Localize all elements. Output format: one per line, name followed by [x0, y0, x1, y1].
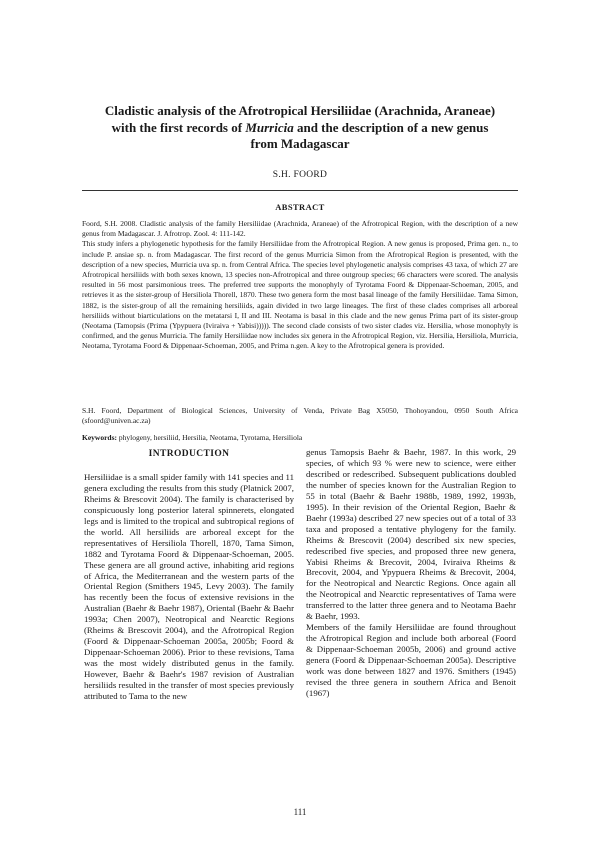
page-number: 111: [293, 807, 307, 817]
right-column-paragraph-2: Members of the family Hersiliidae are found throughout the Afrotropical Region and include both arboreal (Foord & Dippenaar-Schoeman 2005b, 2006) and ground active genera (Foord & Dippenaar-Schoeman 2005a). Descriptive work was done between 1827 and 1976. Smithers (1945) revised the three genera in southern Africa and Benoit (1967): [306, 622, 516, 698]
keywords-line: [82, 433, 518, 443]
title-line-3: from Madagascar: [250, 136, 350, 151]
title-line-2: [80, 120, 520, 137]
left-column-text: Hersiliidae is a small spider family with 141 species and 11 genera excluding the results from this study (Platnick 2007, Rheims & Brescovit 2004). The family is characterised by conspicuously long posterior lateral spinnerets, elongated legs and is limited to the tropical and subtropical regions of the world. All hersiliids are arboreal except for the representatives of Hersiliola Thorell, 1870, Tama Simon, 1882 and Tyrotama Foord & Dippenaar-Schoeman, 2005. These genera are all ground active, inhabiting arid regions of Africa, the Mediterranean and the western parts of the Oriental Region (Smithers 1945, Levy 2003). The family has recently been the focus of extensive revisions in the Australian (Baehr & Baehr 1987), Oriental (Baehr & Baehr 1993a; Chen 2007), Neotropical and Nearctic Regions (Rheims & Brescovit 2004), and the Afrotropical Region (Foord & Dippenaar-Schoeman 2005a, 2005b; Foord & Dippenaar-Schoeman 2006). Prior to these revisions, Tama was the most widely distributed genus in the family. However, Baehr & Baehr's 1987 revision of Australian hersiliids resulted in the transfer of most species previously attributed to Tama to the new: [84, 471, 294, 702]
paper-title: [80, 103, 520, 153]
introduction-heading: INTRODUCTION: [148, 449, 230, 459]
title-line-1: Cladistic analysis of the Afrotropical Hersiliidae (Arachnida, Araneae): [104, 103, 496, 118]
abstract-citation: Foord, S.H. 2008. Cladistic analysis of the family Hersiliidae (Arachnida, Araneae) of the Afrotropical Region, with the description of a new genus from Madagascar. J. Afrotrop. Zool. 4: 111-142.: [82, 219, 518, 239]
abstract-heading: ABSTRACT: [275, 202, 325, 212]
left-column: [84, 449, 294, 702]
author-affiliation: S.H. Foord, Department of Biological Sciences, University of Venda, Private Bag X5050, Thohoyandou, 0950 South Africa (sfoord@univen.ac.za): [82, 406, 518, 426]
title-divider: [82, 190, 518, 191]
right-column: [306, 447, 516, 699]
keywords-text: phylogeny, hersiliid, Hersilia, Neotama, Tyrotama, Hersiliola: [118, 433, 303, 442]
title-line-2-start: with the first records of: [111, 119, 246, 135]
title-line-2-end: and the description of a new genus: [293, 119, 489, 135]
right-column-paragraph-1: genus Tamopsis Baehr & Baehr, 1987. In this work, 29 species, of which 93 % were new to science, were either described or redescribed. Subsequent publications doubled the number of species known for the Australian Region to 55 in total (Baehr & Baehr 1988b, 1989, 1992, 1993b, 1995). In their revision of the Oriental Region, Baehr & Baehr (1993a) described 27 new species out of a total of 33 taxa and proposed a tentative phylogeny for the family. Rheims & Brescovit (2004) described six new species, redescribed five species, and proposed three new genera, Yabisi Rheims & Brecovit, 2004, Iviraiva Rheims & Brecovit, 2004, and Ypypuera Rheims & Brecovit, 2004, for the Neotropical and Nearctic Regions. Once again all the Neotropical and Nearctic representatives of Tama were transferred to the latter three genera and to Neotama Baehr & Baehr, 1993.: [306, 447, 516, 622]
title-genus-name: Murricia: [245, 119, 294, 135]
abstract-body: This study infers a phylogenetic hypothesis for the family Hersiliidae from the Afrotropical Region. A new genus is proposed, Prima gen. n., to include P. ansiae sp. n. from Madagascar. The first record of the genus Murricia Simon from the Afrotropical Region is presented, with the description of a new species, Murricia uva sp. n. from Central Africa. The species level phylogenetic analysis comprises 43 taxa, of which 27 are Afrotropical hersiliids with both sexes known, 13 species non-Afrotropical and three outgroup species; 66 characters were scored. The analysis resulted in 56 most parsimonious trees. The preferred tree supports the monophyly of Tyrotama Foord & Dippenaar-Schoeman, 2005, and retrieves it as the sister-group of Hersiliola Thorell, 1870. These two genera form the most basal lineage of the family Hersiliidae. Tama Simon, 1882, is the sister-group of all the remaining hersiliids, again divided in two large lineages. The first of these clades comprises all arboreal hersiliids without biarticulations on the metatarsi I, II and III. Neotama is basal in this clade and the new genus Prima part of its sister-group (Neotama (Tamopsis (Prima (Ypypuera (Iviraiva + Yabisi))))). The second clade consists of two sister clades viz. Hersilia, whose monophyly is confirmed, and the genus Murricia. The family Hersiliidae now includes six genera in the Afrotropical Region, viz. Hersilia, Hersiliola, Murricia, Neotama, Tyrotama Foord & Dippenaar-Schoeman, 2005, and Prima n.gen. A key to the Afrotropical genera is provided.: [82, 239, 518, 351]
keywords-label: Keywords:: [82, 433, 117, 442]
author-name: S.H. FOORD: [272, 170, 328, 180]
abstract-block: [82, 219, 518, 352]
